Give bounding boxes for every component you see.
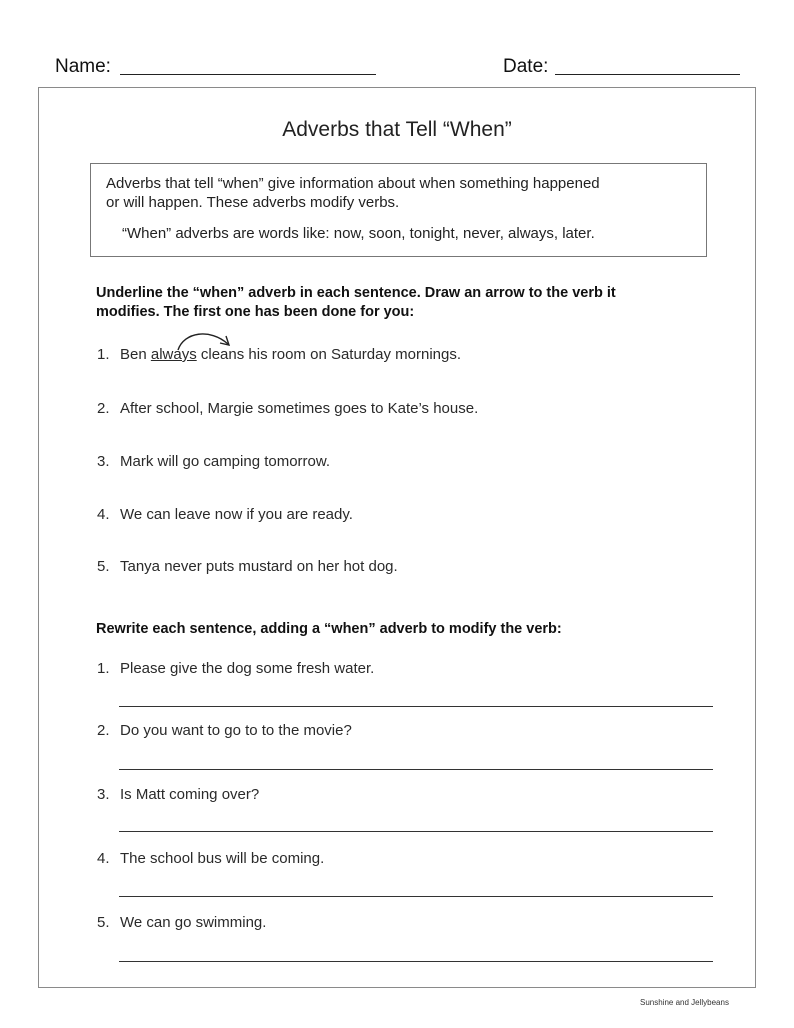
- section2-item: [97, 722, 352, 739]
- item-text: The school bus will be coming.: [120, 850, 325, 867]
- name-field[interactable]: [120, 74, 376, 75]
- name-label: Name:: [55, 56, 111, 77]
- example-sentence: [97, 346, 461, 363]
- answer-line[interactable]: [119, 706, 713, 707]
- section1-item: [97, 400, 478, 417]
- example-after: cleans his room on Saturday mornings.: [196, 346, 462, 363]
- item-number: 2.: [97, 722, 110, 739]
- item-text: Do you want to go to to the movie?: [120, 722, 352, 739]
- date-label: Date:: [503, 56, 549, 77]
- section2-item: [97, 660, 374, 677]
- item-text: We can leave now if you are ready.: [120, 506, 353, 523]
- info-line-2: or will happen. These adverbs modify verbs.: [106, 194, 400, 211]
- item-number: 5.: [97, 914, 110, 931]
- item-number: 5.: [97, 558, 110, 575]
- item-number: 3.: [97, 453, 110, 470]
- section1-item: [97, 558, 398, 575]
- section2-item: [97, 850, 324, 867]
- section2-instruction: Rewrite each sentence, adding a “when” adverb to modify the verb:: [96, 621, 562, 637]
- section2-item: [97, 786, 259, 803]
- example-number: 1.: [97, 346, 110, 363]
- item-number: 4.: [97, 850, 110, 867]
- section1-item: [97, 453, 330, 470]
- example-before: Ben: [120, 346, 151, 363]
- item-text: After school, Margie sometimes goes to Kate’s house.: [120, 400, 479, 417]
- answer-line[interactable]: [119, 769, 713, 770]
- item-number: 2.: [97, 400, 110, 417]
- item-number: 4.: [97, 506, 110, 523]
- section1-item: [97, 506, 353, 523]
- item-text: Is Matt coming over?: [120, 786, 260, 803]
- section1-instruction-line-1: Underline the “when” adverb in each sentence. Draw an arrow to the verb it: [96, 285, 616, 301]
- item-text: Mark will go camping tomorrow.: [120, 453, 331, 470]
- section2-item: [97, 914, 266, 931]
- example-adverb: always: [150, 346, 197, 363]
- worksheet-title: Adverbs that Tell “When”: [282, 118, 512, 141]
- item-number: 3.: [97, 786, 110, 803]
- item-number: 1.: [97, 660, 110, 677]
- answer-line[interactable]: [119, 896, 713, 897]
- answer-line[interactable]: [119, 961, 713, 962]
- date-field[interactable]: [555, 74, 740, 75]
- item-text: We can go swimming.: [120, 914, 267, 931]
- item-text: Tanya never puts mustard on her hot dog.: [120, 558, 398, 575]
- footer-credit: Sunshine and Jellybeans: [640, 998, 729, 1007]
- info-line-1: Adverbs that tell “when” give information about when something happened: [106, 175, 600, 192]
- section1-instruction-line-2: modifies. The first one has been done for you:: [96, 304, 415, 320]
- item-text: Please give the dog some fresh water.: [120, 660, 375, 677]
- info-line-3: “When” adverbs are words like: now, soon, tonight, never, always, later.: [122, 225, 595, 242]
- answer-line[interactable]: [119, 831, 713, 832]
